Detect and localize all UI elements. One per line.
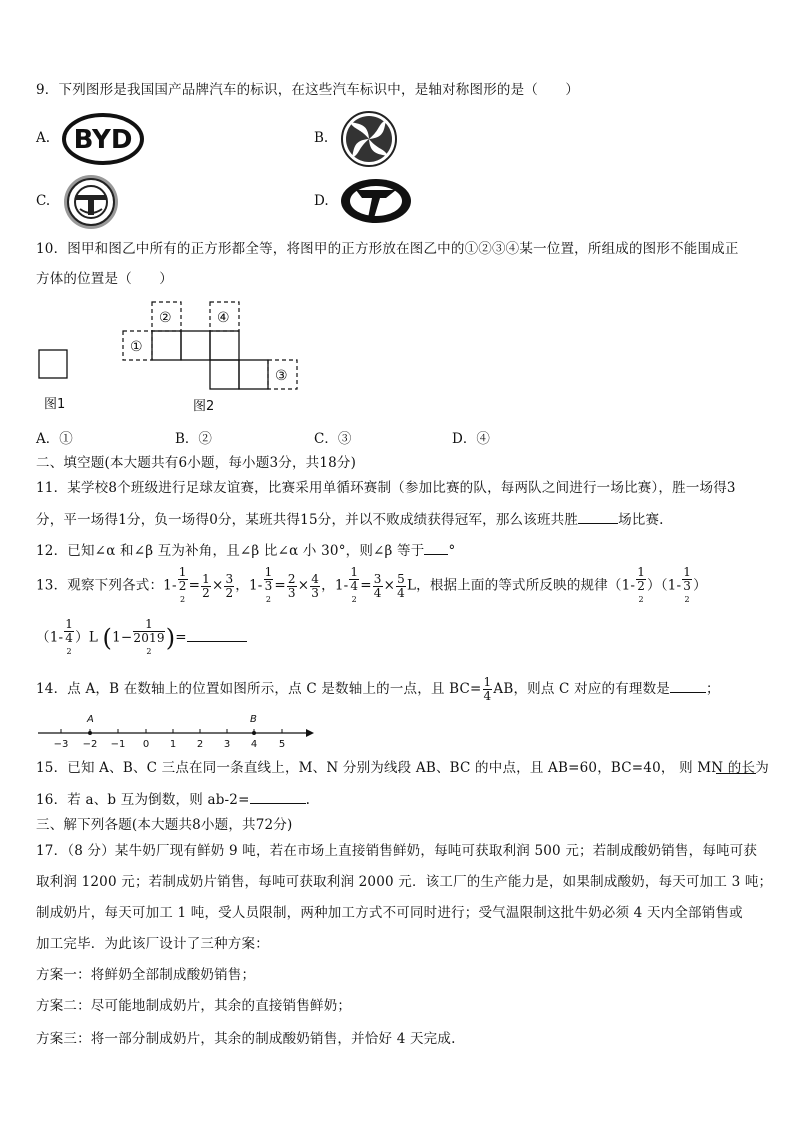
section-3-heading: 三、解下列各题(本大题共8小题，共72分)	[36, 817, 293, 833]
q17-plan-1: 方案一：将鲜奶全部制成酸奶销售；	[36, 967, 256, 983]
q10-figures	[30, 296, 320, 420]
q13-answer-blank	[187, 629, 247, 642]
q10-option-a: A．①	[36, 431, 73, 447]
q16-line	[36, 791, 310, 808]
q13-line2: （1- 1 4 2 ）L (1− 1 2019 2 )=	[36, 618, 247, 658]
point-b	[252, 731, 256, 735]
q16-text-a: 16．若 a、b 互为倒数，则 ab-2=	[36, 792, 250, 808]
q13-prefix: 13．观察下列各式：1-	[36, 577, 177, 594]
q14-text-a: 14．点 A，B 在数轴上的位置如图所示，点 C 是数轴上的一点，且 BC=	[36, 681, 482, 697]
q13-frac-3-2: $\frac{3}{2}$	[225, 571, 234, 600]
q11-line1: 11．某学校8个班级进行足球友谊赛，比赛采用单循环赛制（参加比赛的队，每两队之间进行一场比赛），胜一场得3	[36, 480, 736, 496]
q14-frac: $\frac{1}{4}$	[483, 675, 492, 703]
q9-option-b-label: B.	[314, 130, 329, 146]
q10-option-b: B．②	[175, 431, 212, 447]
q14-answer-blank	[670, 680, 706, 693]
q17-plan-3: 方案三：将一部分制成奶片，其余的制成酸奶销售，并恰好 4 天完成.	[36, 1031, 456, 1047]
brilliance-logo-icon	[62, 173, 120, 231]
section-2-heading: 二、填空题(本大题共有6小题，每小题3分，共18分)	[36, 455, 357, 471]
q13-line1: 13．观察下列各式：1- 1 2 2 = $\frac{1}{2}$ × $\frac{3}{2}$ ，1- 1 3 2 = $\frac{2}{3}$ × $\frac{4}{3}$ ，1- 1 4 2 = $\frac{3}{4}$ × $\frac{5}{4}$ L，根据上面的等式所反映的规律（1- 1 2 2 ）（1- 1 3 2 ）	[36, 565, 707, 604]
q15-line: 15．已知 A、B、C 三点在同一条直线上，M、N 分别为线段 AB、BC 的中点，且 AB=60，BC=40， 则 MN 的长为	[36, 760, 769, 776]
q17-plan-2: 方案二：尽可能地制成奶片，其余的直接销售鲜奶；	[36, 998, 352, 1014]
q10-option-d: D．④	[452, 431, 490, 447]
tick-label: 5	[278, 739, 286, 750]
q9-option-d-label: D.	[314, 193, 329, 209]
q10-stem-line2: 方体的位置是（ ）	[36, 271, 173, 287]
q13-frac-1-2: $\frac{1}{2}$	[202, 571, 210, 600]
q13-dots: L	[406, 577, 417, 594]
tick-label: 0	[142, 739, 150, 750]
tick-label: −3	[53, 739, 69, 750]
q13-frac-2-3: $\frac{2}{3}$	[287, 571, 296, 600]
q13-frac-2019: 1 2019 2	[133, 617, 165, 656]
point-a-label: A	[87, 714, 94, 725]
q14-line	[36, 672, 720, 706]
q11-text-b: 场比赛.	[618, 512, 664, 528]
q13-frac-4-3: $\frac{4}{3}$	[311, 571, 320, 600]
marker-2: ②	[159, 310, 172, 326]
q13-frac-1-over-2sq: 1 2 2	[178, 565, 187, 604]
q13-rule-frac-2: 1 2 2	[637, 565, 646, 604]
fig2-caption: 图2	[193, 399, 215, 414]
byd-logo-text: BYD	[73, 125, 133, 155]
q13-line2-start: （1-	[36, 629, 64, 646]
tick-label: −1	[110, 739, 126, 750]
q13-rule-frac-3: 1 3 2	[683, 565, 692, 604]
fig1-caption: 图1	[44, 397, 66, 412]
tick-label: 4	[250, 739, 258, 750]
q15-answer-blank	[716, 761, 756, 774]
q17-line: 加工完毕．为此该厂设计了三种方案：	[36, 936, 269, 952]
byd-logo-icon	[62, 113, 144, 165]
q13-frac-3-4: $\frac{3}{4}$	[373, 571, 382, 600]
q12-line	[36, 542, 455, 559]
marker-3: ③	[275, 368, 288, 384]
haima-logo-icon	[340, 178, 412, 224]
q13-eq: =	[175, 629, 187, 646]
q10-stem-line1: 10．图甲和图乙中所有的正方形都全等，将图甲的正方形放在图乙中的①②③④某一位置，所组成的图形不能围成正	[36, 241, 739, 257]
q9-option-c-label: C.	[36, 193, 51, 209]
q16-answer-blank	[250, 791, 306, 804]
q10-option-c: C．③	[314, 431, 352, 447]
q9-option-a-label: A.	[36, 130, 51, 146]
q13-tail: ，根据上面的等式所反映的规律（1-	[416, 577, 636, 594]
q12-text-a: 12．已知∠α 和∠β 互为补角，且∠β 比∠α 小 30°，则∠β 等于	[36, 543, 425, 559]
point-a	[88, 731, 92, 735]
dongfeng-logo-icon	[340, 110, 398, 168]
marker-1: ①	[130, 339, 143, 355]
q14-number-line	[36, 711, 316, 751]
q12-text-b: °	[448, 543, 456, 559]
q14-text-b: AB，则点 C 对应的有理数是	[493, 681, 670, 697]
q17-line: 取利润 1200 元；若制成奶片销售，每吨可获取利润 2000 元．该工厂的生产能力是，如果制成酸奶，每天可加工 3 吨；	[36, 874, 773, 890]
fig1-square	[39, 350, 67, 378]
q11-text-a: 分，平一场得1分，负一场得0分，某班共得15分，并以不败成绩获得冠军，那么该班共胜	[36, 512, 579, 528]
q11-line2	[36, 511, 664, 528]
fig2-net	[152, 331, 268, 389]
q13-frac-5-4: $\frac{5}{4}$	[397, 571, 405, 600]
q12-answer-blank	[424, 542, 448, 555]
q13-line2-dots: L	[88, 629, 98, 646]
q13-line2-frac-4: 1 4 2	[65, 617, 74, 656]
q16-text-b: .	[305, 792, 311, 808]
tick-label: −2	[82, 739, 98, 750]
q17-line: 17．（8 分）某牛奶厂现有鲜奶 9 吨，若在市场上直接销售鲜奶，每吨可获取利润 500 元；若制成酸奶销售，每吨可获	[36, 843, 758, 859]
q13-frac-1-over-3sq: 1 3 2	[264, 565, 273, 604]
q14-text-c: ；	[705, 681, 720, 697]
q13-frac-1-over-4sq: 1 4 2	[350, 565, 359, 604]
point-b-label: B	[250, 714, 257, 725]
q9-stem: 9．下列图形是我国国产品牌汽车的标识，在这些汽车标识中，是轴对称图形的是（ ）	[36, 82, 580, 98]
q11-answer-blank	[578, 511, 618, 524]
marker-4: ④	[217, 310, 230, 326]
tick-label: 2	[196, 739, 204, 750]
tick-label: 3	[223, 739, 231, 750]
q17-line: 制成奶片，每天可加工 1 吨，受人员限制，两种加工方式不可同时进行；受气温限制这批牛奶必须 4 天内全部销售或	[36, 905, 743, 921]
tick-label: 1	[169, 739, 177, 750]
